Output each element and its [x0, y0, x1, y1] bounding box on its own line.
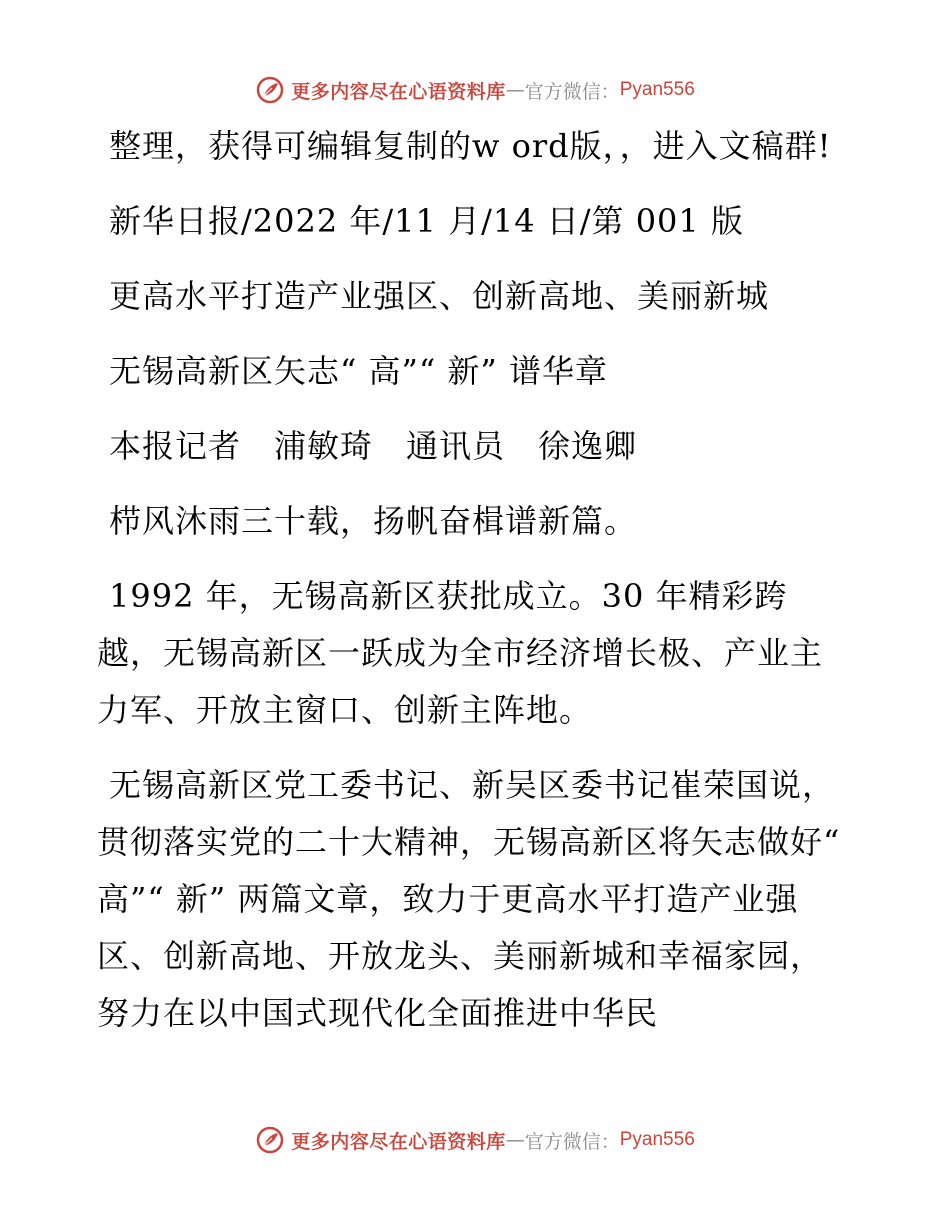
paragraph-history: 1992 年，无锡高新区获批成立。30 年精彩跨越，无锡高新区一跃成为全市经济增长极、产业主力军、开放主窗口、创新主阵地。 [97, 577, 824, 729]
paragraph-intro-note: 整理，获得可编辑复制的w ord版，，进入文稿群! [109, 127, 832, 165]
footer-watermark-banner [0, 1120, 950, 1160]
banner-separator: — [505, 79, 525, 101]
header-watermark-banner [0, 70, 950, 110]
paragraph-subheadline: 无锡高新区矢志“ 高”“ 新” 谱华章 [109, 352, 608, 390]
banner-separator: — [505, 1129, 525, 1151]
banner-wechat-label: 官方微信： [524, 80, 620, 103]
paragraph-headline: 更高水平打造产业强区、创新高地、美丽新城 [109, 277, 770, 315]
leaf-logo-icon [255, 1125, 285, 1155]
paragraph-lead: 栉风沐雨三十载，扬帆奋楫谱新篇。 [109, 502, 638, 540]
article-body [97, 118, 853, 1060]
banner-wechat-id: Pyan556 [619, 1129, 695, 1150]
banner-site-text: 更多内容尽在心语资料库 [291, 1130, 506, 1153]
leaf-logo-icon [255, 75, 285, 105]
banner-wechat-id: Pyan556 [619, 79, 695, 100]
banner-wechat-label: 官方微信： [524, 1130, 620, 1153]
paragraph-quote: 无锡高新区党工委书记、新吴区委书记崔荣国说，贯彻落实党的二十大精神，无锡高新区将矢志做好“ 高”“ 新” 两篇文章，致力于更高水平打造产业强区、创新高地、开放龙头、美丽新城和幸福家园，努力在以中国式现代化全面推进中华民 [97, 766, 841, 1032]
paragraph-byline: 本报记者 浦敏琦 通讯员 徐逸卿 [109, 427, 638, 465]
banner-site-text: 更多内容尽在心语资料库 [291, 80, 506, 103]
paragraph-source-line: 新华日报/2022 年/11 月/14 日/第 001 版 [109, 202, 744, 240]
